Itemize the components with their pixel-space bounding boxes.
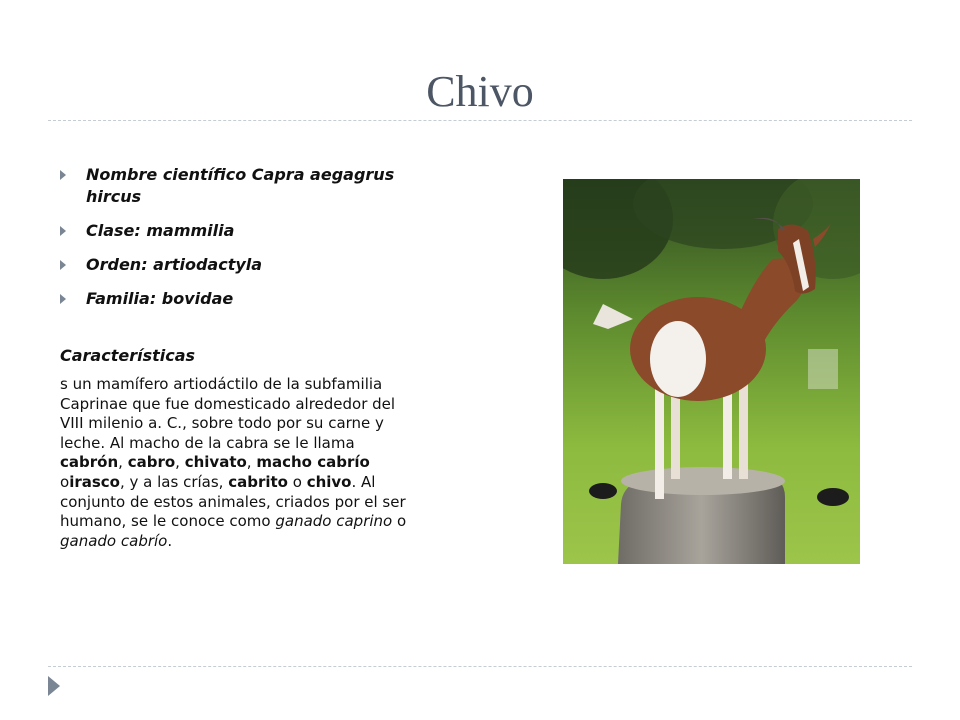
description-text: o <box>392 512 407 531</box>
list-item <box>56 164 418 208</box>
list-item <box>56 288 418 310</box>
list-item-text: Familia: bovidae <box>86 289 234 308</box>
triangle-right-icon <box>60 294 66 304</box>
triangle-right-icon <box>60 260 66 270</box>
description-text: , <box>246 453 257 472</box>
footer-divider <box>48 666 912 667</box>
taxonomy-list <box>56 164 418 322</box>
term: cabrito <box>228 472 288 491</box>
description-text: , <box>175 453 185 472</box>
description-text: . Al conjunto de estos animales, criados por el ser humano, se le conoce como <box>60 472 406 531</box>
section-heading: Características <box>60 346 196 365</box>
list-item-text: Clase: mammilia <box>86 221 235 240</box>
description-text: , <box>118 453 128 472</box>
description-text: s un mamífero artiodáctilo de la subfamilia Caprinae que fue domesticado alrededor del VIII milenio a. C., sobre todo por su carne y leche. Al macho de la cabra se le llama <box>60 375 396 452</box>
term: cabro <box>127 453 176 472</box>
term-italic: ganado cabrío <box>60 531 168 550</box>
goat-illustration <box>563 179 860 564</box>
list-item-text: Nombre científico Capra aegagrus hircus <box>86 165 395 206</box>
term: macho cabrío <box>256 453 370 472</box>
triangle-right-icon <box>60 226 66 236</box>
term: irasco <box>69 472 120 491</box>
description-text: , y a las crías, <box>119 472 229 491</box>
next-slide-icon[interactable] <box>48 676 60 696</box>
description-text: o <box>287 472 307 491</box>
list-item <box>56 220 418 242</box>
list-item-text: Orden: artiodactyla <box>86 255 263 274</box>
list-item <box>56 254 418 276</box>
term: chivato <box>184 453 247 472</box>
term: chivo <box>306 472 352 491</box>
triangle-right-icon <box>60 170 66 180</box>
description-text: . <box>167 531 173 550</box>
description-paragraph <box>60 375 416 551</box>
slide-title: Chivo <box>426 67 534 116</box>
term: cabrón <box>60 453 119 472</box>
term-italic: ganado caprino <box>275 512 393 531</box>
title-divider <box>48 120 912 121</box>
description-text: o <box>60 472 70 491</box>
goat-photo <box>563 179 860 564</box>
